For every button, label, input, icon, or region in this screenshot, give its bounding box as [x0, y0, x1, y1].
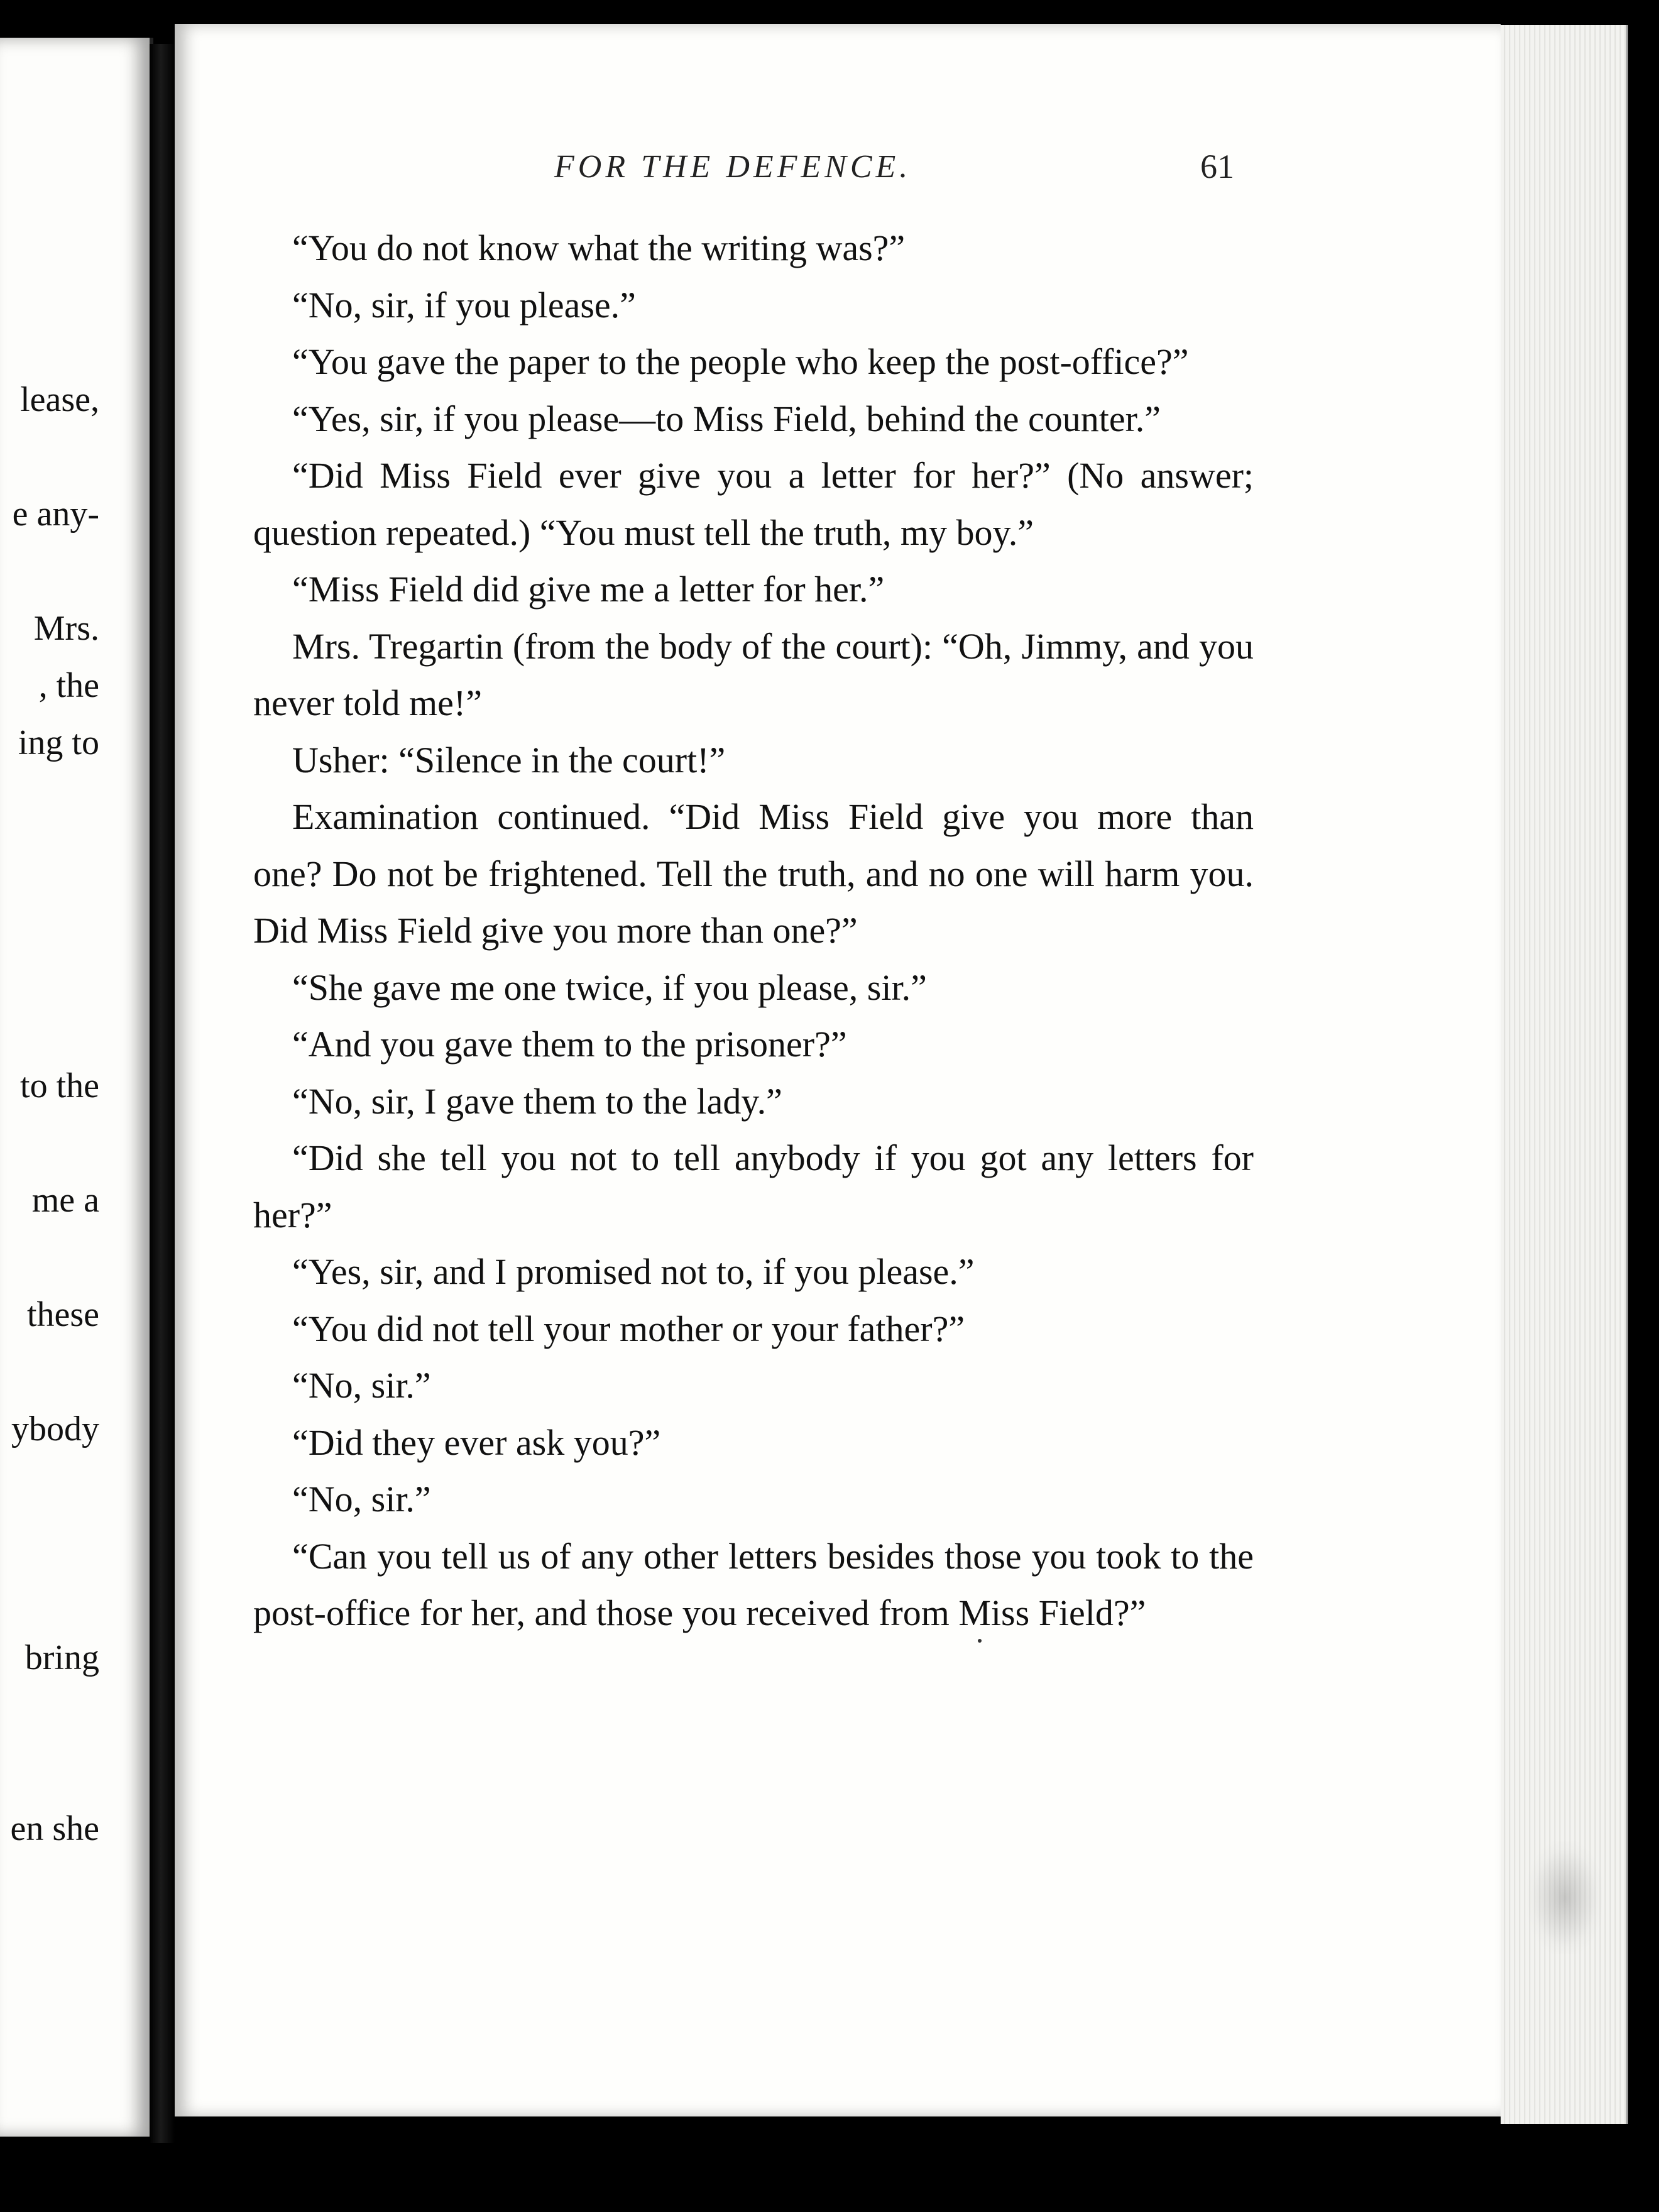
paragraph: “Did Miss Field ever give you a letter for her?” (No answer; question repeated.) “You must tell the truth, my boy.”: [253, 455, 1254, 553]
print-speck: [978, 1639, 982, 1643]
left-page-line: ybody: [11, 1410, 99, 1448]
left-page-line: me a: [31, 1181, 99, 1220]
paragraph: “No, sir, I gave them to the lady.”: [292, 1080, 782, 1122]
left-page-line: Mrs.: [33, 609, 99, 648]
paragraph: “No, sir, if you please.”: [292, 284, 636, 326]
left-page-line: bring: [25, 1638, 99, 1677]
paragraph: “No, sir.”: [292, 1365, 431, 1406]
left-page-line: these: [26, 1295, 99, 1334]
edge-stain: [1527, 1841, 1602, 1954]
paragraph: “No, sir.”: [292, 1479, 431, 1519]
body-text: [253, 220, 1254, 1642]
paragraph: “You gave the paper to the people who keep the post-office?”: [292, 341, 1189, 382]
paragraph: Usher: “Silence in the court!”: [292, 739, 726, 780]
book-gutter: [150, 44, 175, 2143]
paragraph: Examination continued. “Did Miss Field give you more than one? Do not be frightened. Tell the truth, and no one will harm you. Did Miss Field give you more than one?”: [253, 796, 1254, 951]
paragraph: “Did she tell you not to tell anybody if you got any letters for her?”: [253, 1137, 1254, 1235]
paragraph: “Yes, sir, if you please—to Miss Field, behind the counter.”: [292, 398, 1161, 439]
left-page-line: ing to: [18, 723, 99, 762]
paragraph: “Did they ever ask you?”: [292, 1421, 661, 1463]
left-page-line: e any-: [12, 495, 99, 534]
left-page-line: to the: [20, 1066, 99, 1105]
left-page-line: , the: [38, 666, 99, 705]
left-page-line: en she: [10, 1809, 99, 1848]
paragraph: “Can you tell us of any other letters besides those you took to the post-office for her, and those you received from Miss Field?”: [253, 1535, 1254, 1633]
running-head: FOR THE DEFENCE.: [554, 149, 912, 185]
left-page-fragment: [0, 38, 153, 2137]
left-page-line: lease,: [20, 380, 99, 419]
paragraph: “Yes, sir, and I promised not to, if you please.”: [292, 1251, 975, 1292]
paragraph: “She gave me one twice, if you please, sir.”: [292, 966, 927, 1008]
page-number: 61: [1200, 148, 1234, 185]
page-fore-edge: [1501, 25, 1628, 2124]
paragraph: “Miss Field did give me a letter for her.”: [292, 569, 885, 610]
paragraph: “You do not know what the writing was?”: [292, 227, 906, 268]
paragraph: “And you gave them to the prisoner?”: [292, 1024, 847, 1065]
right-page: [175, 24, 1501, 2116]
paragraph: Mrs. Tregartin (from the body of the court): “Oh, Jimmy, and you never told me!”: [253, 625, 1254, 723]
paragraph: “You did not tell your mother or your father?”: [292, 1308, 965, 1349]
